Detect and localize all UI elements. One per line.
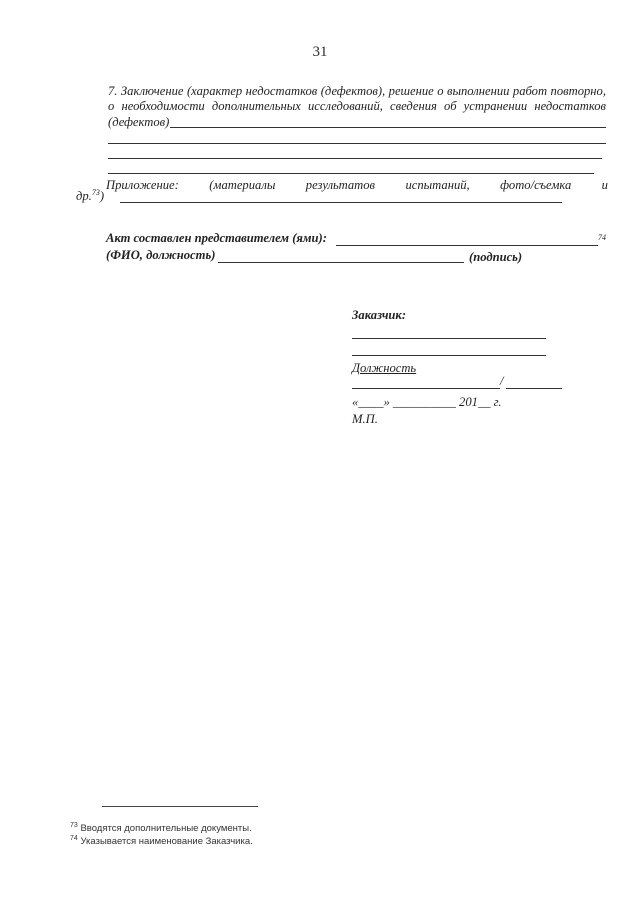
fill-line xyxy=(218,262,464,263)
fill-line xyxy=(352,355,546,356)
appendix-word: и xyxy=(601,178,608,192)
footnote-text: Указывается наименование Заказчика. xyxy=(80,836,253,848)
fill-line xyxy=(506,388,562,389)
customer-title: Заказчик: xyxy=(352,308,407,322)
footnote-74 xyxy=(70,835,253,847)
footnote-separator xyxy=(102,806,258,807)
appendix-tail-close: ) xyxy=(99,189,105,204)
fill-line xyxy=(108,158,602,159)
appendix-word: испытаний, xyxy=(405,178,470,192)
appendix-word: результатов xyxy=(305,178,376,192)
page-number: 31 xyxy=(312,44,328,60)
footnote-ref-74: 74 xyxy=(598,233,606,242)
fill-line xyxy=(108,173,594,174)
act-name-position-label: (ФИО, должность) xyxy=(106,248,216,262)
conclusion-line-3: (дефектов) xyxy=(108,115,170,129)
signature-label: (подпись) xyxy=(469,250,523,264)
slash-separator: / xyxy=(500,374,504,388)
act-compiled-label: Акт составлен представителем (ями): xyxy=(106,231,327,245)
conclusion-line-1: 7. Заключение (характер недостатков (дефектов), решение о выполнении работ повторно, xyxy=(108,84,606,98)
fill-line xyxy=(120,202,562,203)
appendix-word: (материалы xyxy=(209,178,276,192)
appendix-word: Приложение: xyxy=(106,178,179,192)
conclusion-paragraph xyxy=(108,84,606,115)
stamp-label: М.П. xyxy=(352,412,378,426)
fill-line xyxy=(352,338,546,339)
conclusion-line-2: о необходимости дополнительных исследований, сведения об устранении недостатков xyxy=(108,99,606,114)
fill-line xyxy=(108,143,606,144)
footnote-ref-73: 73 xyxy=(91,188,100,197)
appendix-word: фото/съемка xyxy=(500,178,572,192)
footnote-73 xyxy=(70,822,252,834)
fill-line xyxy=(352,388,500,389)
appendix-tail xyxy=(76,188,104,204)
appendix-tail-text: др. xyxy=(76,189,92,204)
position-label: Должность xyxy=(352,361,417,375)
appendix-line xyxy=(106,178,608,193)
footnote-ref: 74 xyxy=(70,835,78,842)
footnote-ref: 73 xyxy=(70,822,78,829)
footnote-text: Вводятся дополнительные документы. xyxy=(80,823,252,835)
fill-line xyxy=(170,127,606,128)
date-line: «____» __________ 201__ г. xyxy=(352,395,502,409)
fill-line xyxy=(336,245,598,246)
